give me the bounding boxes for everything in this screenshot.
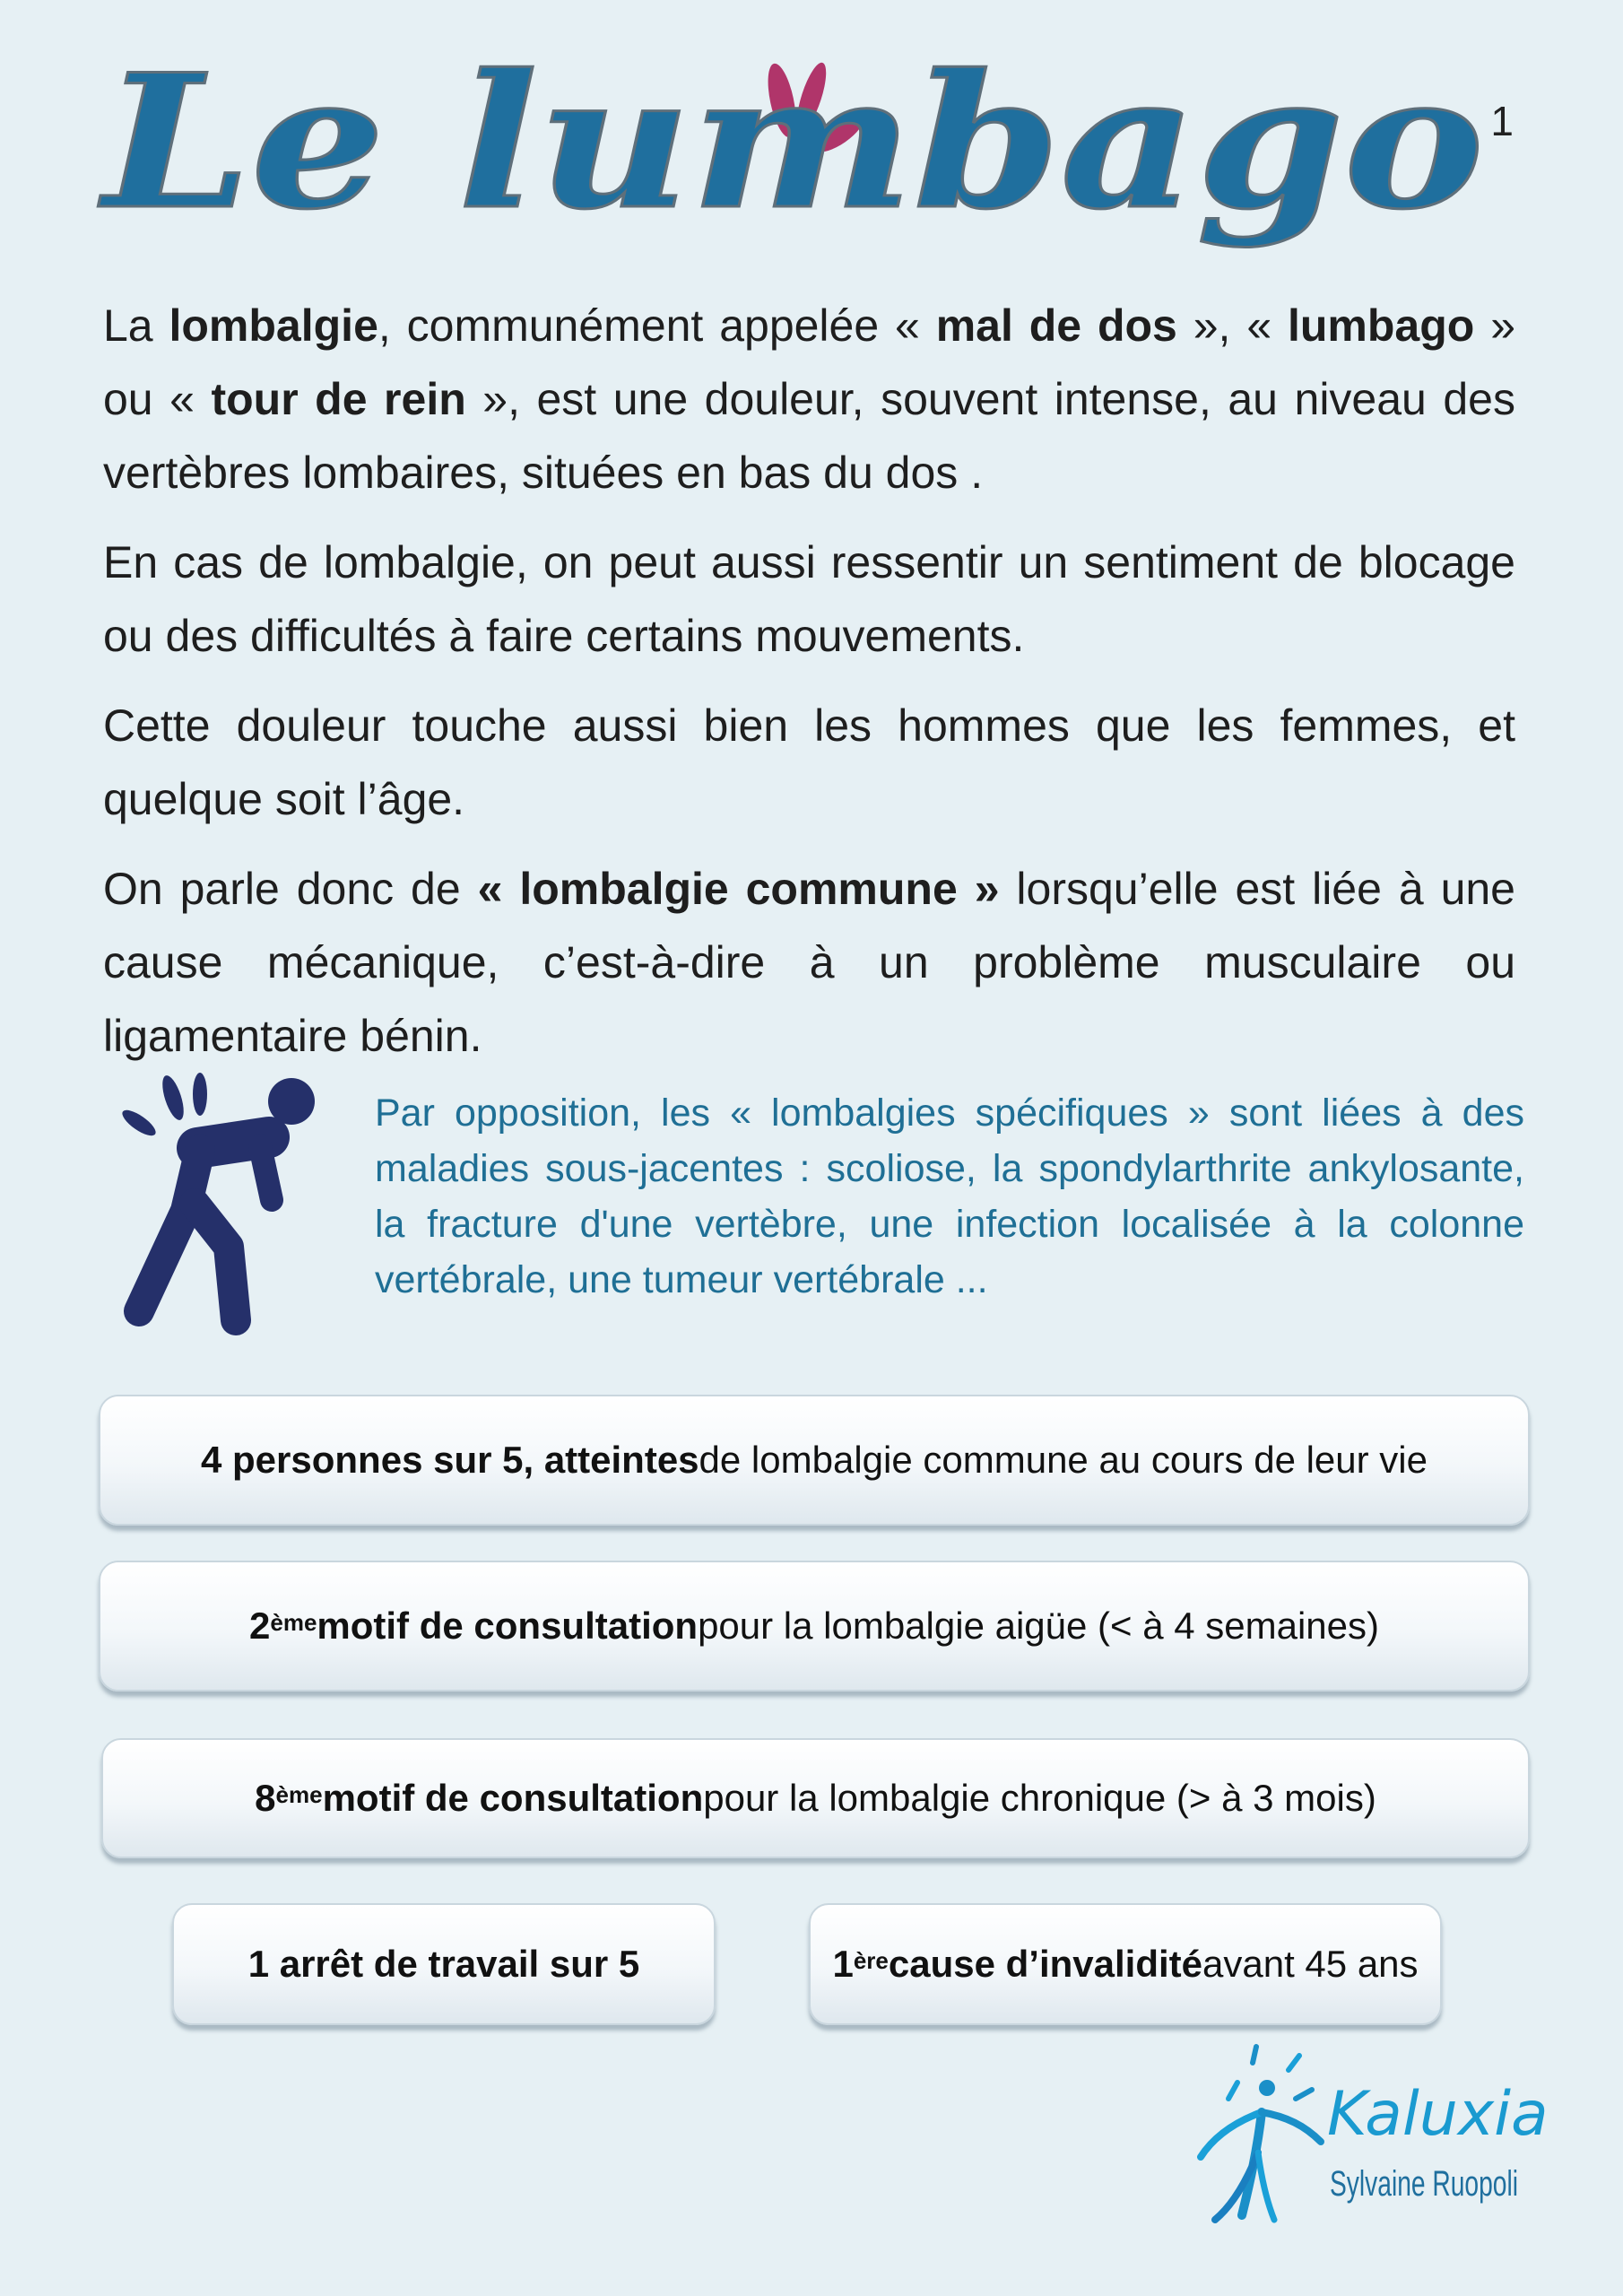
paragraph-text: , communément appelée «: [378, 300, 936, 351]
page-title: [98, 18, 1502, 278]
paragraph-text: lorsqu’elle est liée à une cause mécanique, c’est-à-dire à un problème musculaire ou ligamentaire bénin.: [103, 864, 1515, 1061]
paragraph-text: En cas de lombalgie, on peut aussi ressentir un sentiment de blocage ou des difficultés à faire certains mouvements.: [103, 537, 1515, 661]
stat-rank: 8: [255, 1777, 276, 1819]
stat-text: pour la lombalgie chronique (> à 3 mois): [703, 1777, 1376, 1819]
stat-highlight: 4 personnes sur 5, atteintes: [201, 1439, 699, 1481]
stat-rank-suffix: ème: [275, 1780, 323, 1808]
intro-text: [103, 289, 1515, 1089]
stat-disability: [809, 1903, 1442, 2025]
stat-rank: 1: [832, 1943, 854, 1985]
paragraph-text: », «: [1176, 300, 1288, 351]
paragraph: [103, 289, 1515, 509]
stat-chronic-consultation: [101, 1738, 1530, 1858]
stat-rank: 2: [249, 1605, 271, 1647]
emphasis-text: lumbago: [1288, 300, 1475, 351]
paragraph-text: », est une douleur, souvent intense, au niveau des vertèbres lombaires, situées en bas du dos .: [103, 374, 1515, 498]
emphasis-text: « lombalgie commune »: [477, 864, 1000, 914]
back-pain-person-icon: [112, 1067, 327, 1336]
stat-text: de lombalgie commune au cours de leur vie: [699, 1439, 1428, 1481]
stat-text: avant 45 ans: [1202, 1943, 1419, 1985]
title-text: Le lumbago: [98, 35, 1484, 250]
paragraph-text: La: [103, 300, 169, 351]
kaluxia-logo: [1188, 2036, 1547, 2229]
emphasis-text: tour de rein: [211, 374, 466, 424]
stat-highlight: motif de consultation: [317, 1605, 699, 1647]
stat-highlight: motif de consultation: [322, 1777, 704, 1819]
emphasis-text: lombalgie: [169, 300, 378, 351]
stat-sick-leave: [172, 1903, 716, 2025]
page-number: 1: [1490, 98, 1514, 144]
stat-text: pour la lombalgie aigüe (< à 4 semaines): [698, 1605, 1379, 1647]
paragraph: [103, 852, 1515, 1073]
paragraph: [103, 689, 1515, 836]
paragraph-text: Cette douleur touche aussi bien les hommes que les femmes, et quelque soit l’âge.: [103, 700, 1515, 824]
stat-prevalence: [99, 1395, 1530, 1526]
stat-acute-consultation: [99, 1561, 1530, 1692]
emphasis-text: mal de dos: [935, 300, 1177, 351]
logo-brand: Kaluxia: [1327, 2079, 1549, 2150]
stat-rank-suffix: ère: [853, 1946, 889, 1974]
stat-highlight: 1 arrêt de travail sur 5: [247, 1943, 640, 1985]
specific-lumbago-note: Par opposition, les « lombalgies spécifiques » sont liées à des maladies sous-jacentes : scoliose, la spondylarthrite ankylosante, la fracture d'une vertèbre, une infection localisée à la colonne vertébrale, une tumeur vertébrale ...: [375, 1091, 1524, 1301]
paragraph: [103, 526, 1515, 673]
logo-author: Sylvaine Ruopoli: [1330, 2164, 1518, 2204]
kaluxia-figure-icon: [1201, 2047, 1321, 2220]
paragraph-text: On parle donc de: [103, 864, 478, 914]
paragraph-text: » ou «: [103, 300, 1516, 424]
stat-highlight: cause d’invalidité: [888, 1943, 1203, 1985]
stat-rank-suffix: ème: [270, 1608, 317, 1636]
